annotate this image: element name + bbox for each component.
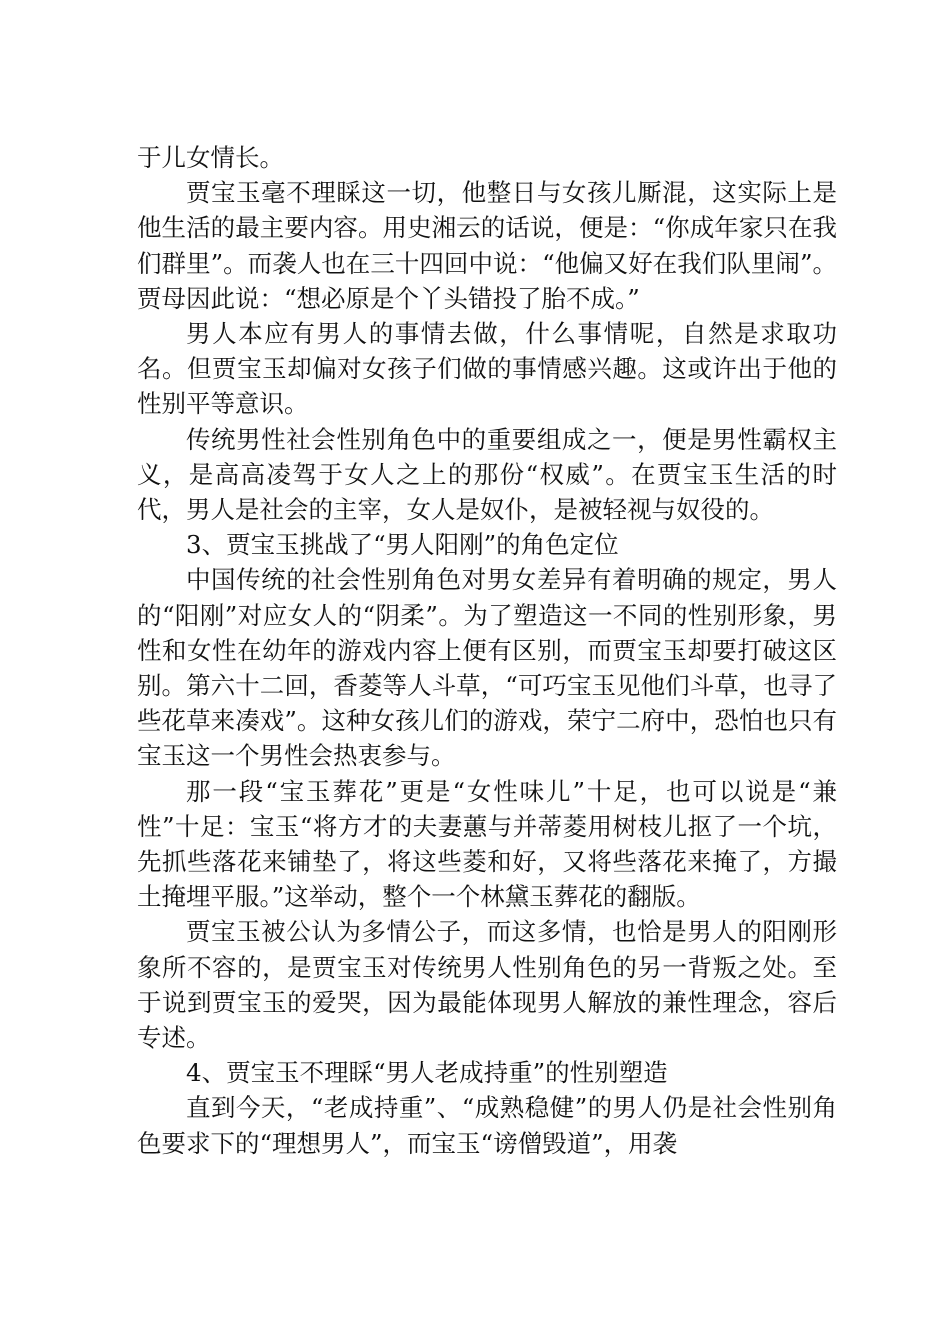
section-heading: 3、贾宝玉挑战了“男人阳刚”的角色定位 — [186, 530, 619, 560]
paragraph: 直到今天，“老成持重”、“成熟稳健”的男人仍是社会性别角色要求下的“理想男人”，而宝玉“谤僧毁道”，用袭 — [137, 1093, 837, 1158]
paragraph: 那一段“宝玉葬花”更是“女性味儿”十足，也可以说是“兼性”十足：宝玉“将方才的夫妻蕙与并蒂菱用树枝儿抠了一个坑，先抓些落花来铺垫了，将这些菱和好，又将些落花来掩了，方撮土掩埋平服。”这举动，整个一个林黛玉葬花的翻版。 — [137, 776, 837, 912]
body-text — [137, 140, 837, 1161]
paragraph: 贾宝玉被公认为多情公子，而这多情，也恰是男人的阳刚形象所不容的，是贾宝玉对传统男人性别角色的另一背叛之处。至于说到贾宝玉的爱哭，因为最能体现男人解放的兼性理念，容后专述。 — [137, 917, 837, 1053]
paragraph: 男人本应有男人的事情去做，什么事情呢，自然是求取功名。但贾宝玉却偏对女孩子们做的事情感兴趣。这或许出于他的性别平等意识。 — [137, 319, 837, 419]
paragraph: 传统男性社会性别角色中的重要组成之一，便是男性霸权主义，是高高凌驾于女人之上的那份“权威”。在贾宝玉生活的时代，男人是社会的主宰，女人是奴仆，是被轻视与奴役的。 — [137, 424, 837, 525]
paragraph: 贾宝玉毫不理睬这一切，他整日与女孩儿厮混，这实际上是他生活的最主要内容。用史湘云的话说，便是：“你成年家只在我们群里”。而袭人也在三十四回中说：“他偏又好在我们队里闹”。贾母因此说：“想必原是个丫头错投了胎不成。” — [137, 178, 837, 313]
paragraph: 中国传统的社会性别角色对男女差异有着明确的规定，男人的“阳刚”对应女人的“阴柔”。为了塑造这一不同的性别形象，男性和女性在幼年的游戏内容上便有区别，而贾宝玉却要打破这区别。第六十二回，香菱等人斗草，“可巧宝玉见他们斗草，也寻了些花草来凑戏”。这种女孩儿们的游戏，荣宁二府中，恐怕也只有宝玉这一个男性会热衷参与。 — [137, 565, 837, 771]
section-heading: 4、贾宝玉不理睬“男人老成持重”的性别塑造 — [186, 1058, 668, 1088]
paragraph: 于儿女情长。 — [137, 143, 284, 172]
